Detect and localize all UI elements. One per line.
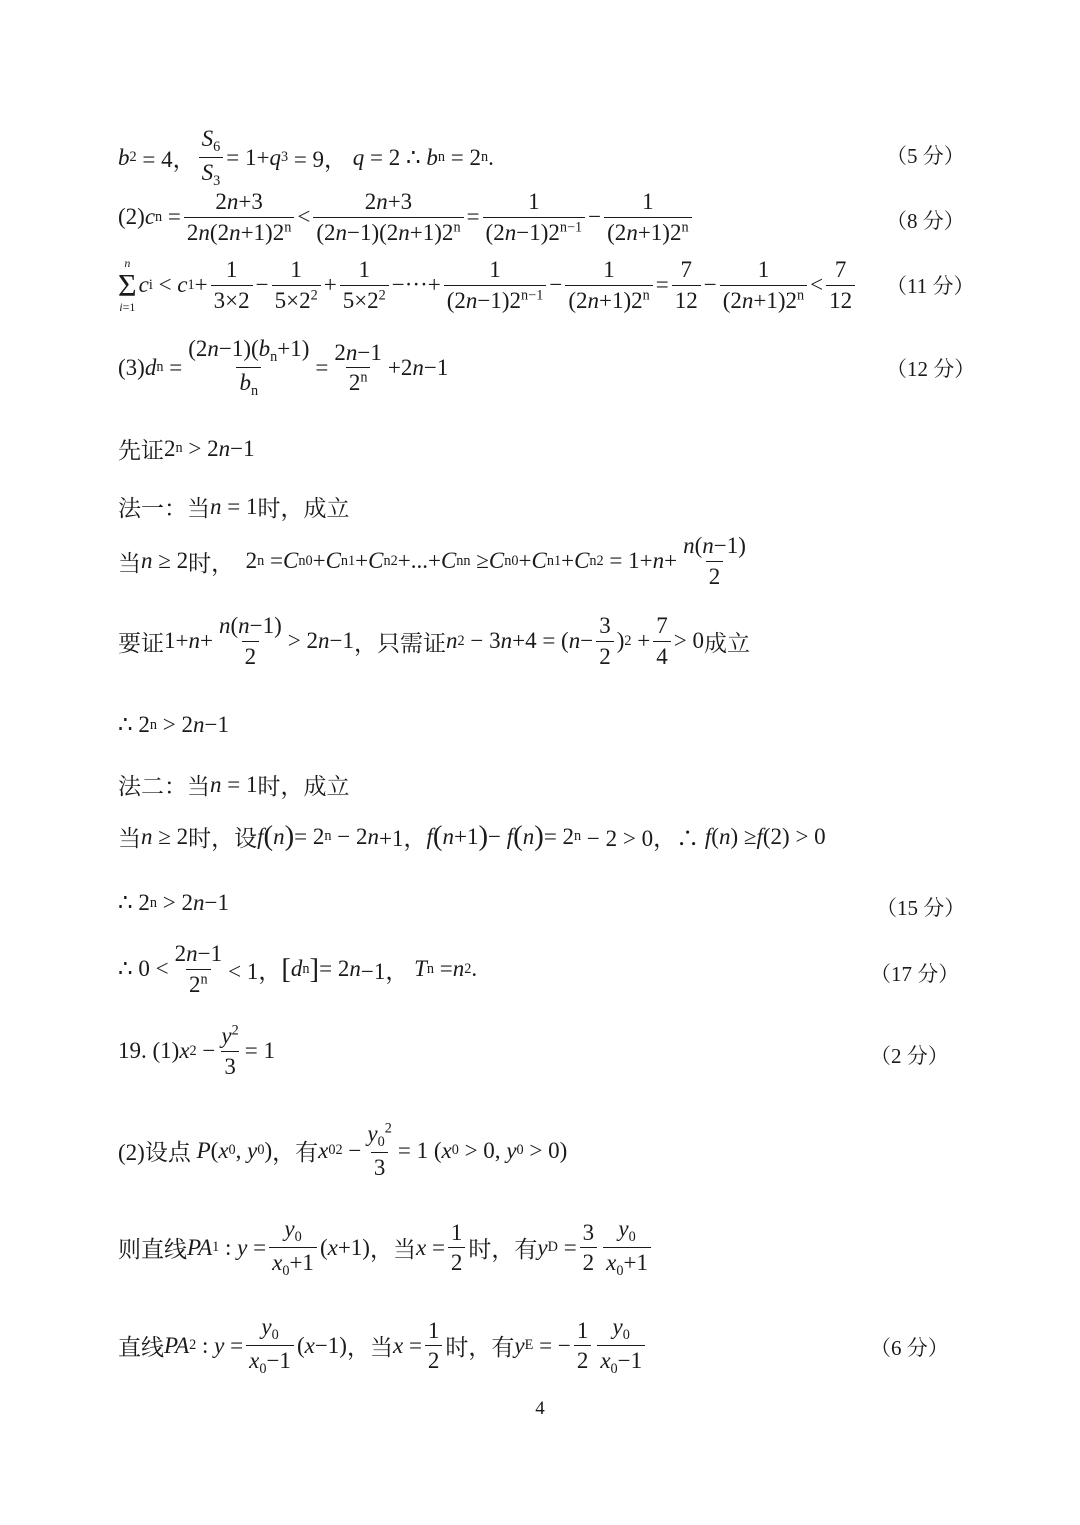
formula-line-hyperbola: 19. (1) x 2 − $\frac{y^2}{3}$ = 1 — [118, 1022, 275, 1079]
formula-line-binomial: 当 n ≥ 2 时， 2 n = C n 0 + C n 1 + C n 2 +...+ C n n ≥ C n 0 + C n 1 + C n 2 = 1+ n + $\frac{n(n-1)}{2}$ — [118, 533, 746, 589]
score-mark: （8 分） — [886, 209, 965, 233]
text-run: 则直线 — [118, 1237, 187, 1263]
score-mark: （12 分） — [886, 357, 976, 381]
text-run: 要证 — [118, 630, 164, 656]
formula-line-floor: ∴ 0 < $\frac{2n-1}{2^n}$ < 1， [ d n ] = 2 n −1， T n = n 2 . — [118, 941, 478, 997]
score-mark: （15 分） — [876, 896, 966, 920]
text-run: 当 — [118, 550, 141, 576]
text-run: 时， — [188, 550, 235, 576]
formula-line-pa1: 则直线 PA 1 : y = $\frac{y_0}{x_0+1}$ ( x +1) ，当 x = $\frac{1}{2}$ 时，有 y D = $\frac{3}{2}$ $\frac{y_0}{x_0+1}$ — [118, 1215, 654, 1280]
text-line: 法二：当 n = 1 时，成立 — [118, 768, 349, 801]
formula-line-function: 当 n ≥ 2 时，设 f ( n ) = 2 n − 2 n +1， f ( n +1 ) − f ( n ) = 2 n − 2 > 0，∴ f ( n ) ≥ f (2) > 0 — [118, 820, 826, 852]
text-run: ，有 — [272, 1140, 319, 1166]
text-run: ，只需证 — [354, 630, 446, 656]
text-run: ，当 — [346, 1335, 393, 1361]
text-run: 先证 — [118, 438, 164, 463]
formula-line-conclusion: ∴ 2 n > 2 n −1 — [118, 712, 229, 737]
formula-line-sum: n Σ i=1 c i < c 1 + $\frac{1}{3\times 2}$ − $\frac{1}{5\times 2^2}$ + $\frac{1}{5\times 2^2}$ −···+ $\frac{1}{(2n-1)2^{n-1}}$ − $\frac{1}{(2n+1)2^n}$ = $\frac{7}{12}$ − $\frac{1}{(2n+1)2^n}$ < $\frac{7}{12}$ — [118, 256, 858, 314]
score-mark: （5 分） — [886, 144, 965, 168]
text-run: 时，有 — [445, 1335, 515, 1361]
score-mark: （6 分） — [870, 1336, 949, 1360]
text-line: 先证 2 n > 2 n −1 — [118, 432, 255, 465]
text-run: 时，设 — [188, 826, 258, 851]
score-mark: （17 分） — [870, 962, 960, 986]
text-run: 法一：当 — [118, 496, 210, 521]
formula-line-geometric-sequence: b 2 = 4， $\frac{S_6}{S_3}$ = 1+ q 3 = 9， q = 2 ∴ b n = 2 n . — [118, 126, 494, 190]
formula-line-cn: (2) c n = $\frac{2n+3}{2n(2n+1)2^n}$ < $\frac{2n+3}{(2n-1)(2n+1)2^n}$ = $\frac{1}{(2n-1)2^{n-1}}$ − $\frac{1}{(2n+1)2^n}$ — [118, 188, 695, 246]
formula-line-conclusion: ∴ 2 n > 2 n −1 — [118, 890, 229, 915]
part-label: (2) — [118, 204, 145, 230]
text-run: 直线 — [118, 1335, 164, 1361]
text-run: 时，成立 — [257, 496, 350, 521]
question-label: 19. (1) — [118, 1038, 180, 1064]
text-run: 时，成立 — [257, 774, 350, 799]
page-number: 4 — [535, 1398, 545, 1419]
text-line: 法一：当 n = 1 时，成立 — [118, 490, 349, 523]
text-run: 时，有 — [468, 1237, 538, 1263]
text-run: 成立 — [703, 630, 750, 656]
formula-line-dn: (3) d n = $\frac{(2n-1)(b_n+1)}{b_n}$ = $\frac{2n-1}{2^n}$ +2 n −1 — [118, 336, 449, 400]
score-mark: （11 分） — [886, 274, 975, 298]
score-mark: （2 分） — [870, 1044, 949, 1068]
text-run: 当 — [118, 826, 141, 851]
part-label: (3) — [118, 354, 145, 380]
part-label: (2)设点 — [118, 1140, 191, 1166]
formula-line-proof: 要证 1+ n + $\frac{n(n-1)}{2}$ > 2 n −1 ，只需证 n 2 − 3 n +4 = ( n − $\frac{3}{2}$ ) 2 + $\frac{7}{4}$ > 0 成立 — [118, 613, 750, 669]
text-run: 法二：当 — [118, 774, 210, 799]
formula-line-pa2: 直线 PA 2 : y = $\frac{y_0}{x_0-1}$ ( x −1) ，当 x = $\frac{1}{2}$ 时，有 y E = − $\frac{1}{2}$ $\frac{y_0}{x_0-1}$ — [118, 1313, 648, 1378]
text-run: ，当 — [369, 1237, 416, 1263]
formula-line-point-p: (2)设点 P ( x 0 , y 0 ) ，有 x 0 2 − $\frac{y_0^2}{3}$ = 1 ( x 0 > 0, y 0 > 0) — [118, 1120, 568, 1181]
